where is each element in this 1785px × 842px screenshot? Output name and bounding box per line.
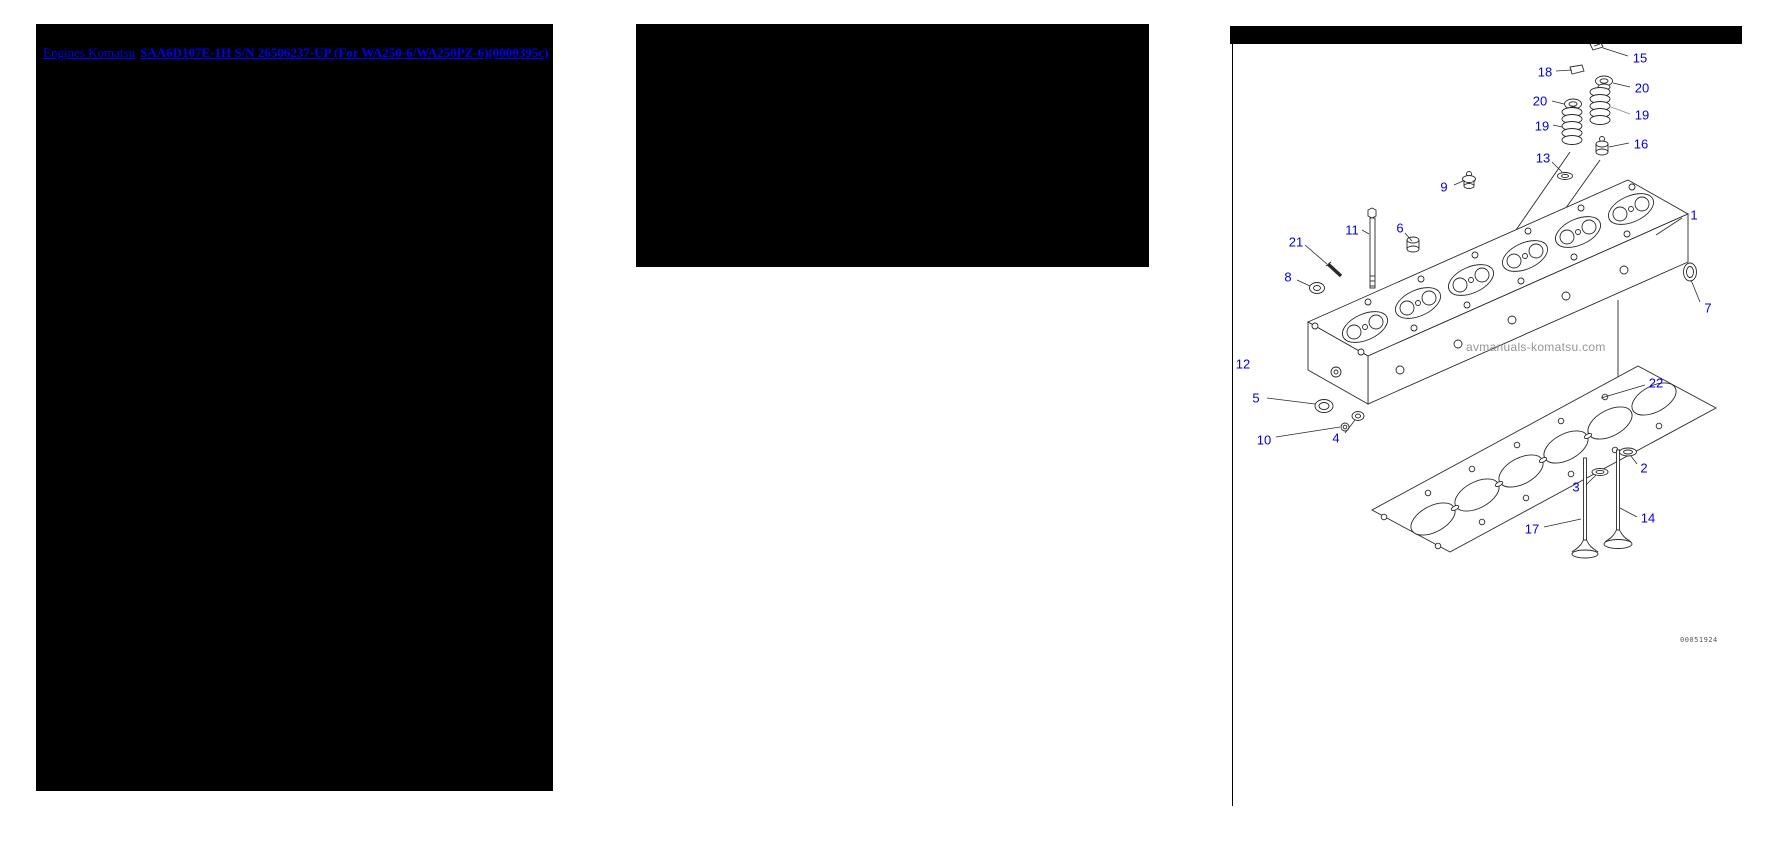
seal-seat-13: [1558, 173, 1573, 180]
middle-frame: [636, 24, 1149, 267]
callout-20-2[interactable]: 20: [1634, 80, 1650, 96]
parts-diagram: [1232, 44, 1785, 810]
callout-20-3[interactable]: 20: [1532, 93, 1548, 109]
spring-seat-3: [1592, 469, 1608, 476]
callout-15-0[interactable]: 15: [1632, 50, 1648, 66]
valve-keeper-15: [1590, 44, 1603, 50]
callout-4-19[interactable]: 4: [1332, 430, 1340, 446]
callout-7-14[interactable]: 7: [1704, 300, 1712, 316]
callout-21-12[interactable]: 21: [1288, 234, 1304, 250]
sensor-plug-9: [1463, 172, 1476, 189]
callout-3-21[interactable]: 3: [1572, 479, 1580, 495]
callout-17-23[interactable]: 17: [1524, 521, 1540, 537]
callout-9-8[interactable]: 9: [1440, 179, 1448, 195]
left-frame: [36, 24, 553, 791]
callout-6-10[interactable]: 6: [1396, 220, 1404, 236]
callout-1-9[interactable]: 1: [1690, 207, 1698, 223]
seal-ring-2: [1620, 448, 1637, 456]
callout-19-4[interactable]: 19: [1634, 107, 1650, 123]
callout-22-16[interactable]: 22: [1648, 375, 1664, 391]
callout-2-20[interactable]: 2: [1640, 460, 1648, 476]
breadcrumb: [43, 44, 548, 62]
callout-14-22[interactable]: 14: [1640, 510, 1656, 526]
figure-code: 00051924: [1680, 636, 1718, 644]
stem-seal-16: [1596, 137, 1608, 156]
cup-plug-7: [1684, 263, 1697, 281]
head-gasket: [1372, 366, 1716, 552]
valve-spring-19l: [1562, 108, 1582, 145]
plug-6: [1407, 237, 1419, 252]
cup-plug-5: [1315, 400, 1333, 413]
breadcrumb-link-model[interactable]: SAA6D107E-1H S/N 26506237-UP (For WA250-6/WA250PZ-6)(0000395c): [140, 45, 549, 60]
stud-21: [1326, 262, 1341, 276]
breadcrumb-link-engines-komatsu[interactable]: Engines Komatsu: [43, 45, 136, 60]
plug-8: [1310, 283, 1325, 294]
callout-16-6[interactable]: 16: [1633, 136, 1649, 152]
diagram-header-bar: [1230, 26, 1742, 44]
callout-8-13[interactable]: 8: [1284, 269, 1292, 285]
watermark: avmanuals-komatsu.com: [1466, 340, 1606, 354]
callout-11-11[interactable]: 11: [1345, 222, 1359, 238]
valve-keeper-18: [1570, 65, 1584, 74]
head-bolt-11: [1368, 208, 1376, 288]
callout-10-18[interactable]: 10: [1256, 432, 1272, 448]
plug-4: [1352, 412, 1364, 421]
callout-19-5[interactable]: 19: [1534, 118, 1550, 134]
callout-12-15[interactable]: 12: [1235, 356, 1251, 372]
callout-18-1[interactable]: 18: [1537, 64, 1553, 80]
callout-13-7[interactable]: 13: [1535, 150, 1551, 166]
valve-spring-19r: [1590, 88, 1610, 125]
callout-5-17[interactable]: 5: [1252, 390, 1260, 406]
